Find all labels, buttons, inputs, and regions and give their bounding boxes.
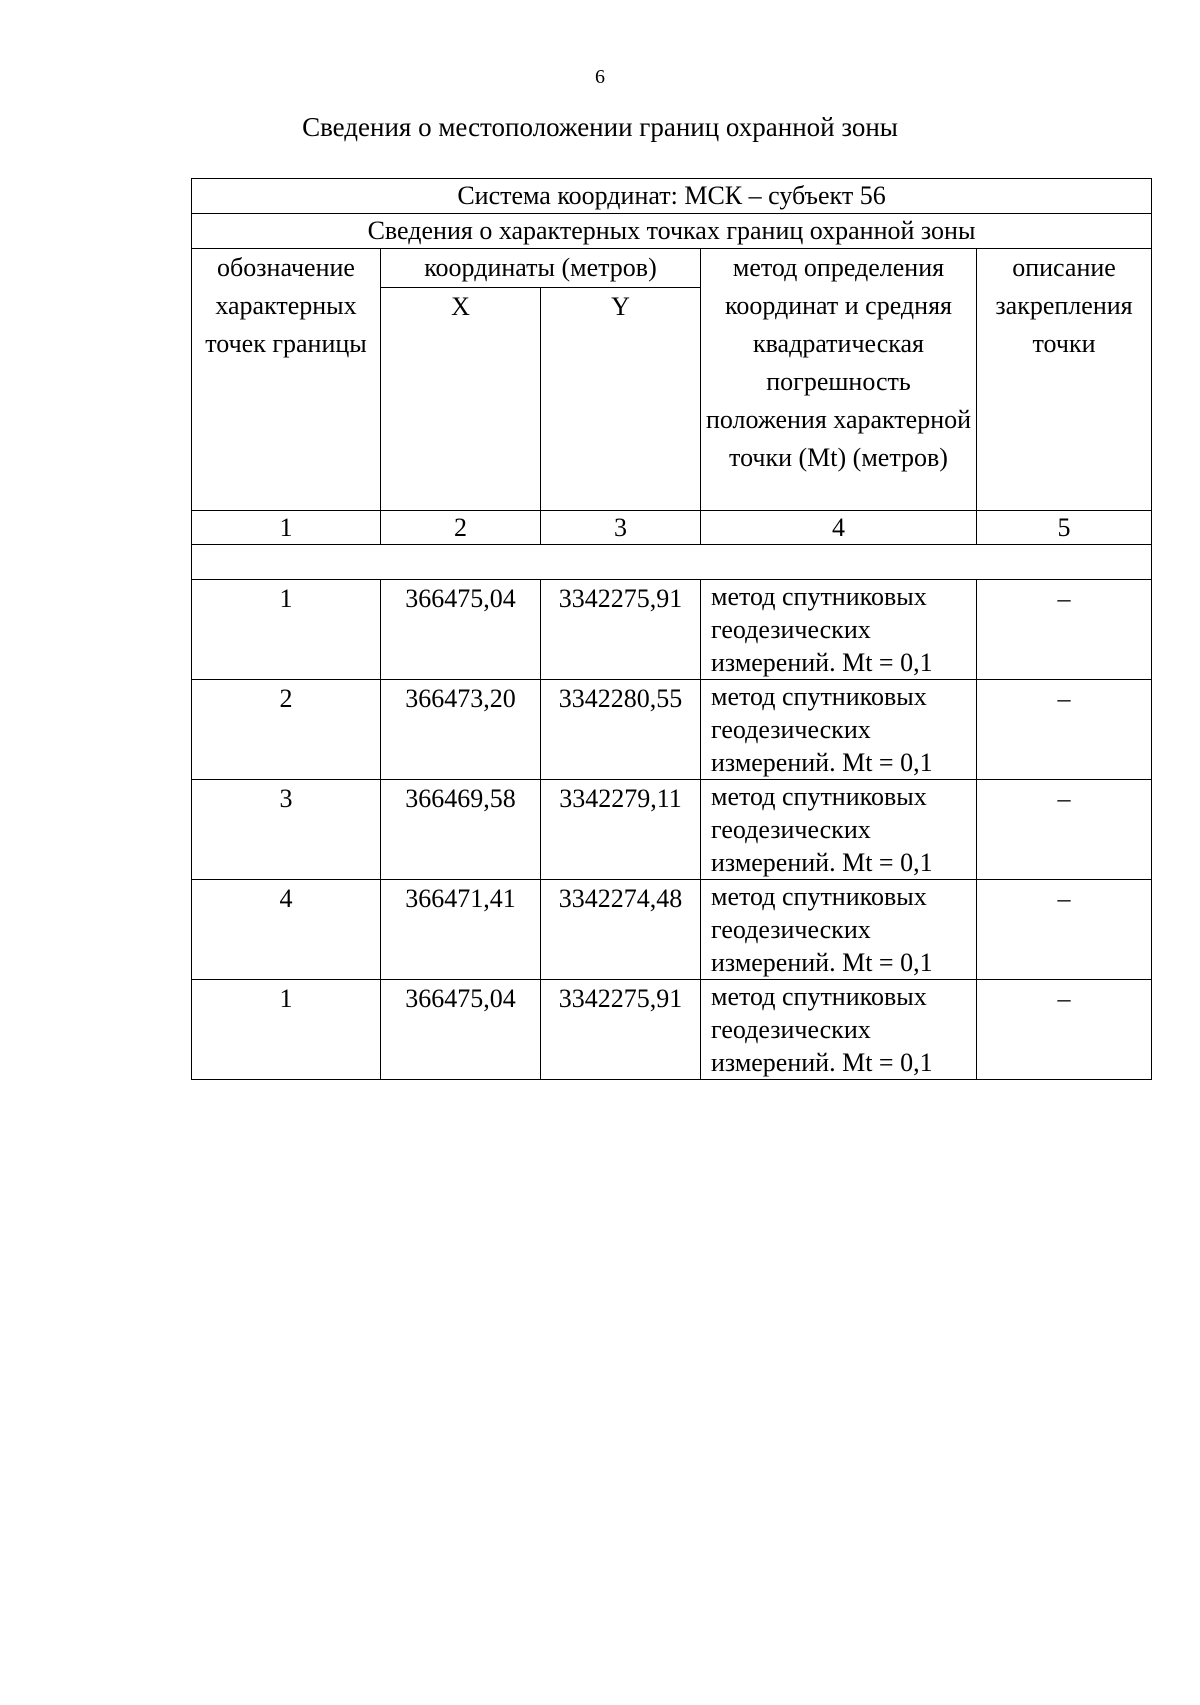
method-cell: метод спутниковых геодезических измерений. Mt = 0,1 <box>701 980 977 1080</box>
point-cell: 3 <box>192 780 381 880</box>
page-number: 6 <box>595 66 605 88</box>
x-coordinate-cell: 366475,04 <box>381 980 541 1080</box>
y-coordinate-cell: 3342274,48 <box>541 880 701 980</box>
table-body <box>192 580 1152 1080</box>
empty-row <box>192 545 1152 580</box>
header-method: метод определения координат и средняя квадратическая погрешность положения характерной точки (Mt) (метров) <box>701 249 977 511</box>
header-point: обозначение характерных точек границы <box>192 249 381 511</box>
method-cell: метод спутниковых геодезических измерений. Mt = 0,1 <box>701 680 977 780</box>
y-coordinate-cell: 3342279,11 <box>541 780 701 880</box>
column-number: 4 <box>701 511 977 545</box>
method-cell: метод спутниковых геодезических измерений. Mt = 0,1 <box>701 780 977 880</box>
point-cell: 2 <box>192 680 381 780</box>
x-coordinate-cell: 366471,41 <box>381 880 541 980</box>
header-x: X <box>381 288 541 511</box>
coordinate-system-header: Система координат: МСК – субъект 56 <box>192 179 1152 214</box>
table-row <box>192 980 1152 1080</box>
document-title: Сведения о местоположении границ охранной зоны <box>302 112 898 142</box>
description-cell: – <box>977 780 1152 880</box>
point-cell: 1 <box>192 980 381 1080</box>
y-coordinate-cell: 3342275,91 <box>541 980 701 1080</box>
y-coordinate-cell: 3342275,91 <box>541 580 701 680</box>
table-subtitle: Сведения о характерных точках границ охранной зоны <box>192 214 1152 249</box>
method-cell: метод спутниковых геодезических измерений. Mt = 0,1 <box>701 880 977 980</box>
header-y: Y <box>541 288 701 511</box>
boundary-points-table <box>191 178 1152 1080</box>
point-cell: 1 <box>192 580 381 680</box>
header-coordinates: координаты (метров) <box>381 249 701 288</box>
column-numbers-row <box>192 511 1152 545</box>
x-coordinate-cell: 366469,58 <box>381 780 541 880</box>
table-row <box>192 780 1152 880</box>
table-row <box>192 580 1152 680</box>
point-cell: 4 <box>192 880 381 980</box>
x-coordinate-cell: 366473,20 <box>381 680 541 780</box>
table-row <box>192 880 1152 980</box>
column-number: 1 <box>192 511 381 545</box>
header-description: описание закрепления точки <box>977 249 1152 511</box>
table-row <box>192 680 1152 780</box>
empty-cell <box>192 545 1152 580</box>
description-cell: – <box>977 880 1152 980</box>
y-coordinate-cell: 3342280,55 <box>541 680 701 780</box>
method-cell: метод спутниковых геодезических измерений. Mt = 0,1 <box>701 580 977 680</box>
column-number: 5 <box>977 511 1152 545</box>
x-coordinate-cell: 366475,04 <box>381 580 541 680</box>
description-cell: – <box>977 980 1152 1080</box>
description-cell: – <box>977 580 1152 680</box>
column-number: 3 <box>541 511 701 545</box>
column-number: 2 <box>381 511 541 545</box>
description-cell: – <box>977 680 1152 780</box>
